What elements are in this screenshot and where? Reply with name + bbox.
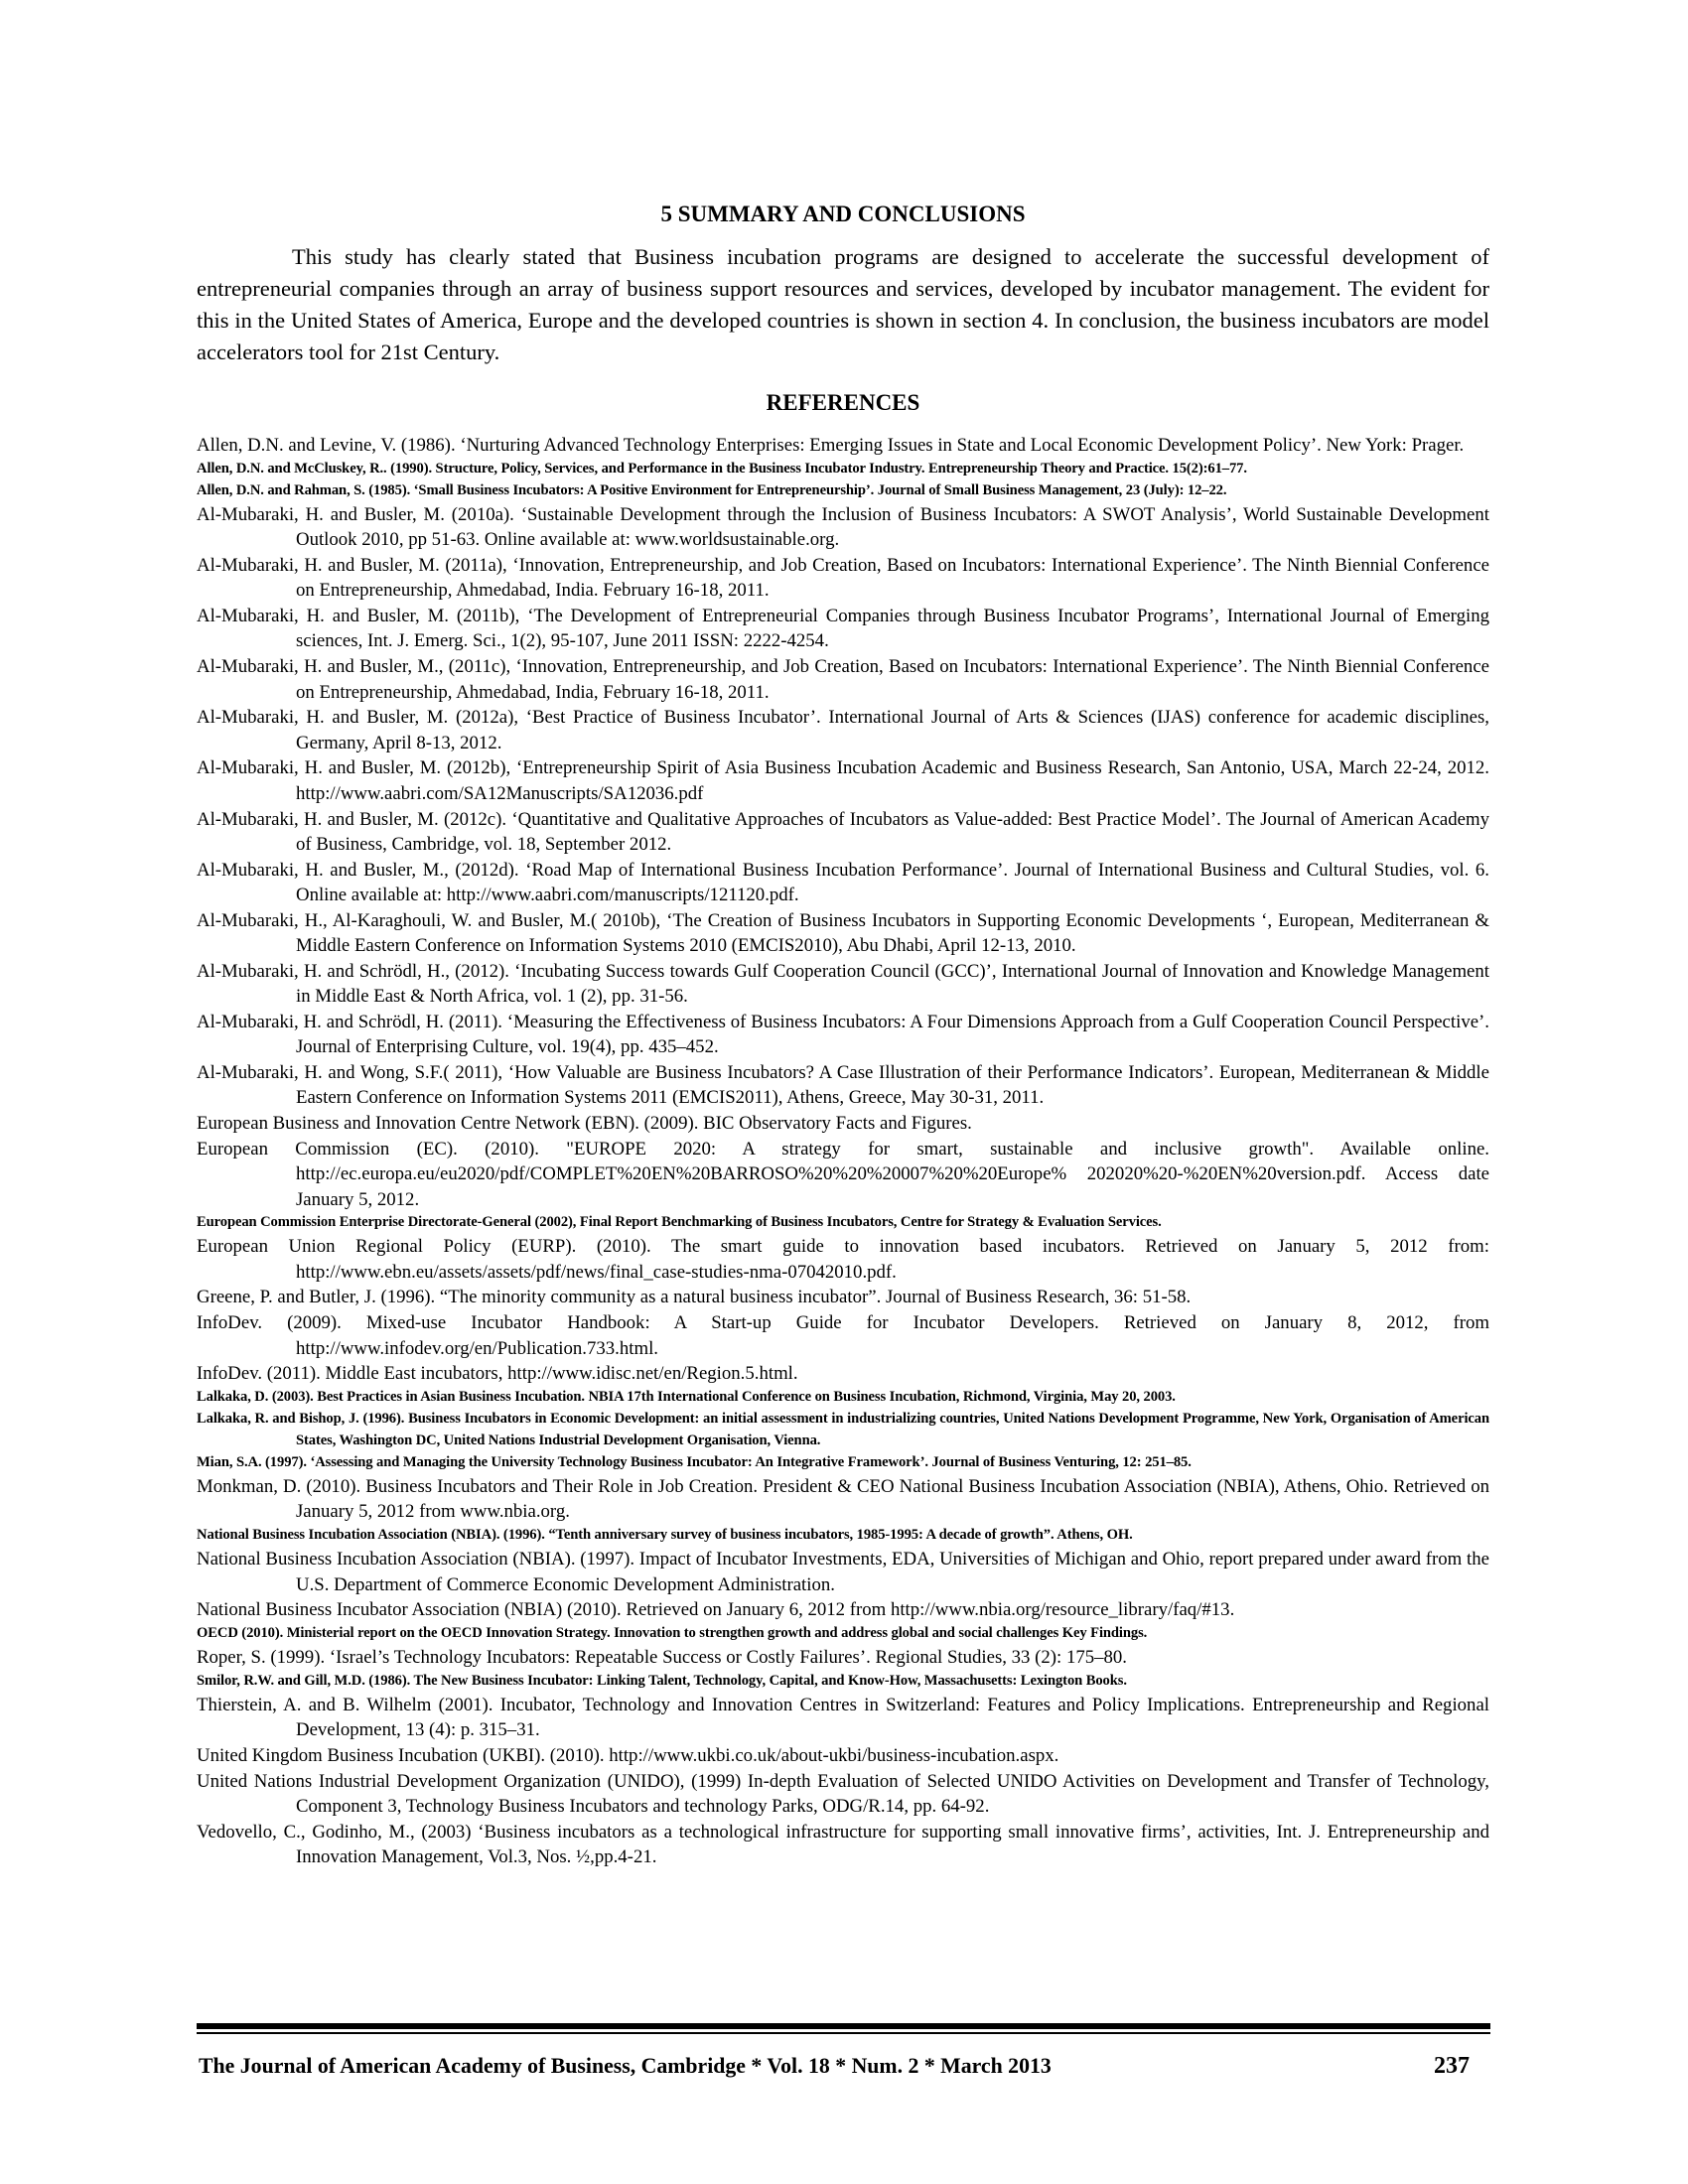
reference-entry: National Business Incubation Association (NBIA). (1997). Impact of Incubator Investments, EDA, Universities of Michigan and Ohio, report prepared under award from the U.S. Department of Commerce Economic Development Administration. bbox=[197, 1549, 1489, 1595]
reference-list bbox=[197, 433, 1489, 1870]
reference-entry: United Kingdom Business Incubation (UKBI). (2010). http://www.ukbi.co.uk/about-ukbi/business-incubation.aspx. bbox=[197, 1745, 1059, 1767]
page-number: 237 bbox=[1434, 2053, 1470, 2079]
reference-entry: Al-Mubaraki, H. and Schrödl, H., (2012). ‘Incubating Success towards Gulf Cooperation Council (GCC)’, International Journal of Innovation and Knowledge Management in Middle East & North Africa, vol. 1 (2), pp. 31-56. bbox=[197, 960, 1489, 1008]
reference-entry: Al-Mubaraki, H. and Busler, M. (2011b), ‘The Development of Entrepreneurial Companies through Business Incubator Programs’, International Journal of Emerging sciences, Int. J. Emerg. Sci., 1(2), 95-107, June 2011 ISSN: 2222-4254. bbox=[197, 606, 1489, 652]
reference-entry: Al-Mubaraki, H. and Busler, M. (2012a), ‘Best Practice of Business Incubator’. International Journal of Arts & Sciences (IJAS) conference for academic disciplines, Germany, April 8-13, 2012. bbox=[197, 707, 1489, 753]
journal-citation: The Journal of American Academy of Business, Cambridge * Vol. 18 * Num. 2 * March 2013 bbox=[199, 2054, 1052, 2078]
reference-entry: National Business Incubator Association (NBIA) (2010). Retrieved on January 6, 2012 from http://www.nbia.org/resource_library/faq/#13. bbox=[197, 1599, 1235, 1621]
reference-entry: European Union Regional Policy (EURP). (2010). The smart guide to innovation based incubators. Retrieved on January 5, 2012 from: http://www.ebn.eu/assets/assets/pdf/news/final_case-studies-nma-07042010.pdf. bbox=[197, 1236, 1489, 1283]
reference-entry: European Commission (EC). (2010). "EUROPE 2020: A strategy for smart, sustainable and inclusive growth". Available online. http://ec.europa.eu/eu2020/pdf/COMPLET%20EN%20BARROSO%20%20%20007%20%20Europe% 202020%20-%20EN%20version.pdf. Access date January 5, 2012. bbox=[197, 1138, 1489, 1210]
reference-entry: United Nations Industrial Development Organization (UNIDO), (1999) In-depth Evaluation of Selected UNIDO Activities on Development and Transfer of Technology, Component 3, Technology Business Incubators and technology Parks, ODG/R.14, pp. 64-92. bbox=[197, 1771, 1489, 1818]
footer-rule-thin bbox=[197, 2032, 1490, 2034]
reference-entry: Al-Mubaraki, H. and Wong, S.F.( 2011), ‘How Valuable are Business Incubators? A Case Illustration of their Performance Indicators’. European, Mediterranean & Middle Eastern Conference on Information Systems 2011 (EMCIS2011), Athens, Greece, May 30-31, 2011. bbox=[197, 1062, 1489, 1109]
reference-entry: OECD (2010). Ministerial report on the OECD Innovation Strategy. Innovation to strengthen growth and address global and social challenges Key Findings. bbox=[197, 1625, 1148, 1642]
reference-entry: Al-Mubaraki, H. and Busler, M., (2012d). ‘Road Map of International Business Incubation Performance’. Journal of International Business and Cultural Studies, vol. 6. Online available at: http://www.aabri.com/manuscripts/121120.pdf. bbox=[197, 859, 1489, 905]
reference-entry: European Business and Innovation Centre Network (EBN). (2009). BIC Observatory Facts and Figures. bbox=[197, 1113, 972, 1135]
reference-entry: Al-Mubaraki, H. and Busler, M. (2012b), ‘Entrepreneurship Spirit of Asia Business Incubation Academic and Business Research, San Antonio, USA, March 22-24, 2012. http://www.aabri.com/SA12Manuscripts/SA12036.pdf bbox=[197, 757, 1489, 804]
reference-entry: Allen, D.N. and Levine, V. (1986). ‘Nurturing Advanced Technology Enterprises: Emerging Issues in State and Local Economic Development Policy’. New York: Prager. bbox=[197, 435, 1465, 456]
reference-entry: InfoDev. (2009). Mixed-use Incubator Handbook: A Start-up Guide for Incubator Developers. Retrieved on January 8, 2012, from http://www.infodev.org/en/Publication.733.html. bbox=[197, 1312, 1489, 1359]
reference-entry: Thierstein, A. and B. Wilhelm (2001). Incubator, Technology and Innovation Centres in Switzerland: Features and Policy Implications. Entrepreneurship and Regional Development, 13 (4): p. 315–31. bbox=[197, 1695, 1489, 1741]
section-heading: 5 SUMMARY AND CONCLUSIONS bbox=[660, 202, 1026, 226]
footer-rule-thick bbox=[197, 2023, 1490, 2029]
reference-entry: Al-Mubaraki, H. and Busler, M. (2010a). ‘Sustainable Development through the Inclusion of Business Incubators: A SWOT Analysis’, World Sustainable Development Outlook 2010, pp 51-63. Online available at: www.worldsustainable.org. bbox=[197, 503, 1489, 551]
reference-entry: Al-Mubaraki, H. and Busler, M. (2011a), ‘Innovation, Entrepreneurship, and Job Creation, Based on Incubators: International Experience’. The Ninth Biennial Conference on Entrepreneurship, Ahmedabad, India. February 16-18, 2011. bbox=[197, 555, 1489, 602]
summary-paragraph: This study has clearly stated that Business incubation programs are designed to accelerate the successful development of entrepreneurial companies through an array of business support resources and services, developed by incubator management. The evident for this in the United States of America, Europe and the developed countries is shown in section 4. In conclusion, the business incubators are model accelerators tool for 21st Century. bbox=[197, 244, 1489, 364]
references-heading: REFERENCES bbox=[766, 390, 920, 415]
reference-entry: Vedovello, C., Godinho, M., (2003) ‘Business incubators as a technological infrastructure for supporting small innovative firms’, activities, Int. J. Entrepreneurship and Innovation Management, Vol.3, Nos. ½,pp.4-21. bbox=[197, 1822, 1489, 1868]
reference-entry: Monkman, D. (2010). Business Incubators and Their Role in Job Creation. President & CEO National Business Incubation Association (NBIA), Athens, Ohio. Retrieved on January 5, 2012 from www.nbia.org. bbox=[197, 1476, 1489, 1523]
reference-entry: Allen, D.N. and Rahman, S. (1985). ‘Small Business Incubators: A Positive Environment for Entrepreneurship’. Journal of Small Business Management, 23 (July): 12–22. bbox=[197, 481, 1227, 498]
reference-entry: Lalkaka, D. (2003). Best Practices in Asian Business Incubation. NBIA 17th International Conference on Business Incubation, Richmond, Virginia, May 20, 2003. bbox=[197, 1389, 1176, 1406]
reference-entry: Al-Mubaraki, H. and Schrödl, H. (2011). ‘Measuring the Effectiveness of Business Incubators: A Four Dimensions Approach from a Gulf Cooperation Council Perspective’. Journal of Enterprising Culture, vol. 19(4), pp. 435–452. bbox=[197, 1011, 1489, 1058]
reference-entry: Al-Mubaraki, H., Al-Karaghouli, W. and Busler, M.( 2010b), ‘The Creation of Business Incubators in Supporting Economic Developments ‘, European, Mediterranean & Middle Eastern Conference on Information Systems 2010 (EMCIS2010), Abu Dhabi, April 12-13, 2010. bbox=[197, 909, 1489, 957]
reference-entry: Allen, D.N. and McCluskey, R.. (1990). Structure, Policy, Services, and Performance in the Business Incubator Industry. Entrepreneurship Theory and Practice. 15(2):61–77. bbox=[197, 460, 1247, 477]
reference-entry: National Business Incubation Association (NBIA). (1996). “Tenth anniversary survey of business incubators, 1985-1995: A decade of growth”. Athens, OH. bbox=[197, 1527, 1133, 1544]
reference-entry: InfoDev. (2011). Middle East incubators, http://www.idisc.net/en/Region.5.html. bbox=[197, 1363, 798, 1385]
reference-entry: Greene, P. and Butler, J. (1996). “The minority community as a natural business incubator”. Journal of Business Research, 36: 51-58. bbox=[197, 1287, 1192, 1308]
page-footer bbox=[199, 2049, 1489, 2083]
reference-entry: Roper, S. (1999). ‘Israel’s Technology Incubators: Repeatable Success or Costly Failures’. Regional Studies, 33 (2): 175–80. bbox=[197, 1647, 1127, 1669]
reference-entry: Al-Mubaraki, H. and Busler, M., (2011c), ‘Innovation, Entrepreneurship, and Job Creation, Based on Incubators: International Experience’. The Ninth Biennial Conference on Entrepreneurship, Ahmedabad, India, February 16-18, 2011. bbox=[197, 656, 1489, 703]
reference-entry: Smilor, R.W. and Gill, M.D. (1986). The New Business Incubator: Linking Talent, Technology, Capital, and Know-How, Massachusetts: Lexington Books. bbox=[197, 1673, 1127, 1690]
reference-entry: Al-Mubaraki, H. and Busler, M. (2012c). ‘Quantitative and Qualitative Approaches of Incubators as Value-added: Best Practice Model’. The Journal of American Academy of Business, Cambridge, vol. 18, September 2012. bbox=[197, 808, 1489, 855]
reference-entry: Lalkaka, R. and Bishop, J. (1996). Business Incubators in Economic Development: an initial assessment in industrializing countries, United Nations Development Programme, New York, Organisation of American States, Washington DC, United Nations Industrial Development Organisation, Vienna. bbox=[197, 1411, 1489, 1448]
reference-entry: European Commission Enterprise Directorate-General (2002), Final Report Benchmarking of Business Incubators, Centre for Strategy & Evaluation Services. bbox=[197, 1214, 1162, 1231]
reference-entry: Mian, S.A. (1997). ‘Assessing and Managing the University Technology Business Incubator: An Integrative Framework’. Journal of Business Venturing, 12: 251–85. bbox=[197, 1453, 1192, 1470]
